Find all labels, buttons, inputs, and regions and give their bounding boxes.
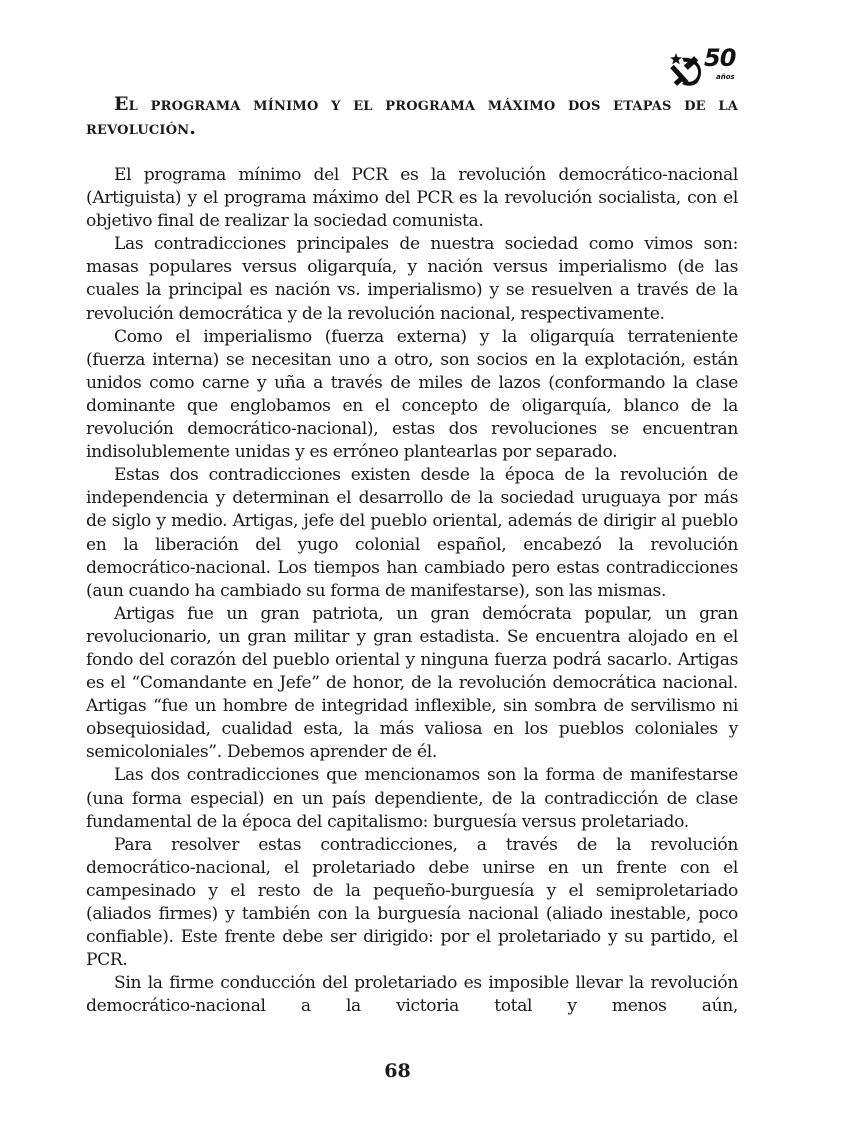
paragraph: El programa mínimo del PCR es la revolución democrático-nacional (Artiguista) y el programa máximo del PCR es la revolución socialista, con el objetivo final de realizar la sociedad comunista. bbox=[86, 165, 738, 232]
party-50-years-logo bbox=[668, 44, 742, 88]
logo-subtext: años bbox=[716, 73, 735, 81]
paragraph: Artigas fue un gran patriota, un gran demócrata popular, un gran revolucionario, un gran militar y gran estadista. Se encuentra alojado en el fondo del corazón del pueblo oriental y ninguna fuerza podrá sacarlo. Artigas es el “Comandante en Jefe” de honor, de la revolución democrática nacional. Artigas “fue un hombre de integridad inflexible, sin sombra de servilismo ni obsequiosidad, cualidad esta, la más valiosa en los pueblos coloniales y semicoloniales”. Debemos aprender de él. bbox=[86, 603, 738, 763]
paragraph: Como el imperialismo (fuerza externa) y la oligarquía terrateniente (fuerza interna) se necesitan uno a otro, son socios en la explotación, están unidos como carne y uña a través de miles de lazos (conformando la clase dominante que englobamos en el concepto de oligarquía, blanco de la revolución democrático-nacional), estas dos revoluciones se encuentran indisolublemente unidas y es erróneo plantearlas por separado. bbox=[86, 326, 738, 463]
paragraph: Estas dos contradicciones existen desde la época de la revolución de independencia y determinan el desarrollo de la sociedad uruguaya por más de siglo y medio. Artigas, jefe del pueblo oriental, además de dirigir al pueblo en la liberación del yugo colonial español, encabezó la revolución democrático-nacional. Los tiempos han cambiado pero estas contradicciones (aun cuando ha cambiado su forma de manifestarse), son las mismas. bbox=[86, 465, 738, 601]
paragraph: Para resolver estas contradicciones, a través de la revolución democrático-nacional, el proletariado debe unirse en un frente con el campesinado y el resto de la pequeño-burguesía y el semiproletariado (aliados firmes) y también con la burguesía nacional (aliado inestable, poco confiable). Este frente debe ser dirigido: por el proletariado y su partido, el PCR. bbox=[86, 834, 738, 971]
page-number: 68 bbox=[384, 1060, 411, 1082]
body-text bbox=[86, 164, 738, 1018]
paragraph: Las contradicciones principales de nuestra sociedad como vimos son: masas populares versus oligarquía, y nación versus imperialismo (de las cuales la principal es nación vs. imperialismo) y se resuelven a través de la revolución democrática y de la revolución nacional, respectivamente. bbox=[86, 234, 738, 324]
paragraph: Sin la firme conducción del proletariado es imposible llevar la revolución democrático-nacional a la victoria total y menos aún, bbox=[86, 973, 738, 1017]
logo-number: 50 bbox=[704, 44, 736, 72]
section-title: El programa mínimo y el programa máximo dos etapas de la revolución. bbox=[86, 93, 738, 139]
paragraph: Las dos contradicciones que mencionamos son la forma de manifestarse (una forma especial) en un país dependiente, de la contradicción de clase fundamental de la época del capitalismo: burguesía versus proletariado. bbox=[86, 765, 738, 832]
